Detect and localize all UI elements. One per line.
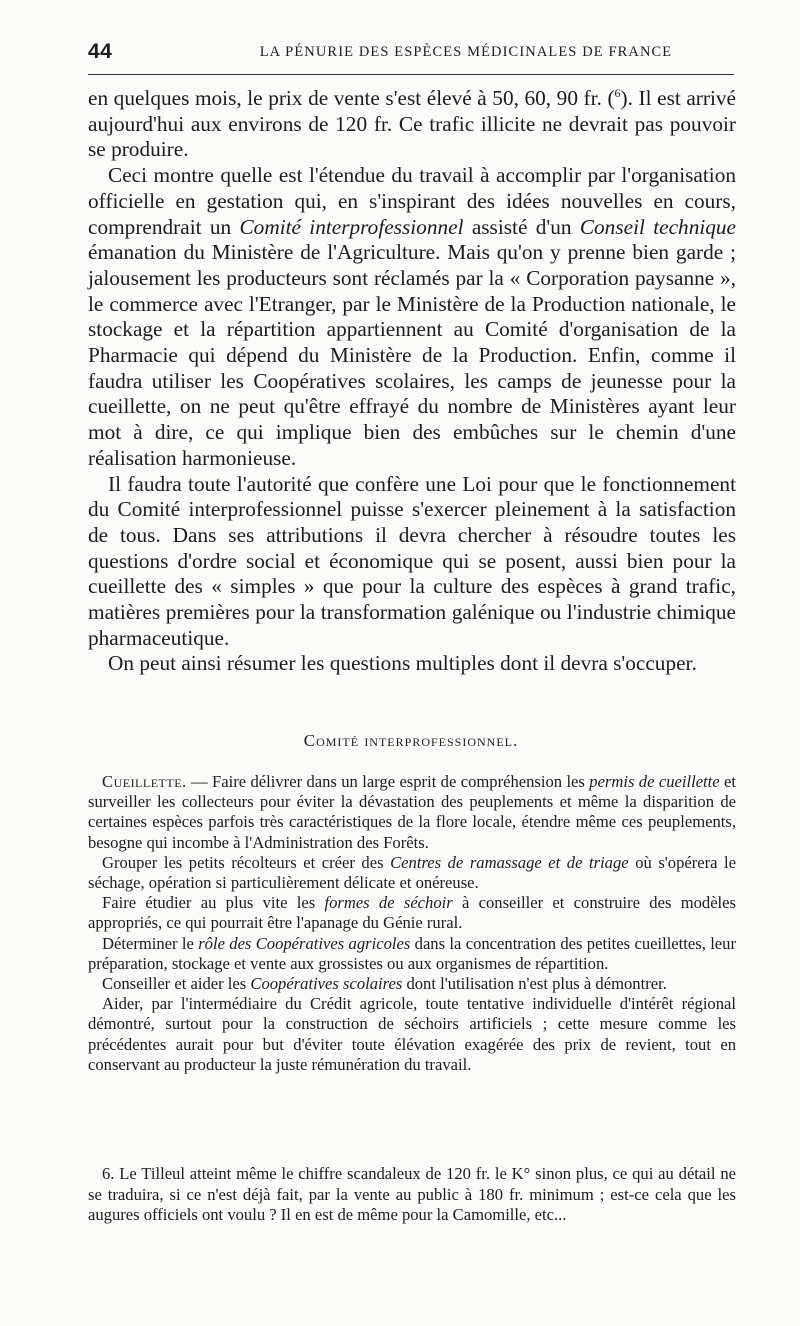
emphasis-comite: Comité interprofessionnel [239,214,464,239]
page-number: 44 [88,40,113,63]
task-cooperatives-agricoles: Déterminer le rôle des Coopératives agricoles dans la concentration des petites cueillettes, leur préparation, stockage et vente aux grossistes ou aux organismes de répartition. [88,933,736,973]
section-heading: Comité interprofessionnel. [303,731,519,750]
footnote-reference[interactable]: 6 [614,85,621,100]
emphasis-conseil: Conseil technique [579,214,737,239]
paragraph-3: Il faudra toute l'autorité que confère une Loi pour que le fonctionnement du Comité interprofessionnel puisse s'exercer pleinement à la satisfaction de tous. Dans ses attributions il devra chercher à résoudre toutes les questions d'ordre social et économique qui se posent, aussi bien pour la cueillette des « simples » que pour la culture des espèces à grand trafic, matières premières pour la transformation galénique ou l'industrie chimique pharmaceutique. [88,471,736,650]
task-credit-agricole: Aider, par l'intermédiaire du Crédit agricole, toute tentative individuelle d'intérêt régional démontré, surtout pour la construction de séchoirs artificiels ; cette mesure comme les précédentes aurait pour but d'éviter toute élévation exagérée des prix de revient, tout en conservant au producteur la juste rémunération du travail. [88,994,736,1074]
footnote [88,1164,736,1226]
task-cueillette: Cueillette. — Faire délivrer dans un large esprit de compréhension les permis de cueillette et surveiller les collecteurs pour éviter la dévastation des peuplements et même la disparition de certaines espèces parfois très caractéristiques de la flore locale, étendre même ces peuplements, besogne qui incombe à l'Administration des Forêts. [88,772,736,852]
committee-tasks [88,772,736,1075]
running-title: LA PÉNURIE DES ESPÈCES MÉDICINALES DE FRANCE [259,44,673,60]
paragraph-1: en quelques mois, le prix de vente s'est élevé à 50, 60, 90 fr. ($^6$). Il est arrivé aujourd'hui aux environs de 120 fr. Ce trafic illicite ne devrait pas pouvoir se produire. [88,85,736,162]
paragraph-4: On peut ainsi résumer les questions multiples dont il devra s'occuper. [108,651,697,676]
task-cooperatives-scolaires: Conseiller et aider les Coopératives scolaires dont l'utilisation n'est plus à démontrer. [102,974,667,994]
task-label: Cueillette. [102,772,187,791]
task-sechoir: Faire étudier au plus vite les formes de séchoir à conseiller et construire des modèles appropriés, ce qui pourrait être l'apanage du Génie rural. [88,893,736,933]
header-rule [88,74,734,75]
task-grouper: Grouper les petits récolteurs et créer des Centres de ramassage et de triage où s'opérera le séchage, opération si particulièrement délicate et onéreuse. [88,852,737,893]
footnote-6: 6. Le Tilleul atteint même le chiffre scandaleux de 120 fr. le K° sinon plus, ce qui au détail ne se traduira, si ce n'est déjà fait, par la vente au public à 180 fr. minimum ; est-ce cela que les augures officiels ont voulu ? Il en est de même pour la Camomille, etc... [88,1164,736,1225]
main-text [88,86,736,677]
paragraph-2: Ceci montre quelle est l'étendue du travail à accomplir par l'organisation officielle en gestation qui, en s'inspirant des idées nouvelles en cours, comprendrait un Comité interprofessionnel assisté d'un Conseil technique émanation du Ministère de l'Agriculture. Mais qu'on y prenne bien garde ; jalousement les producteurs sont réclamés par la « Corporation paysanne », le commerce avec l'Etranger, par le Ministère de la Production nationale, le stockage et la répartition appartiennent au Comité d'organisation de la Pharmacie qui dépend du Ministère de la Production. Enfin, comme il faudra utiliser les Coopératives scolaires, les camps de jeunesse pour la cueillette, on ne peut qu'être effrayé du nombre de Ministères ayant leur mot à dire, ce qui implique bien des embûches sur le chemin d'une réalisation harmonieuse. [88,163,737,470]
page-header [88,40,734,68]
